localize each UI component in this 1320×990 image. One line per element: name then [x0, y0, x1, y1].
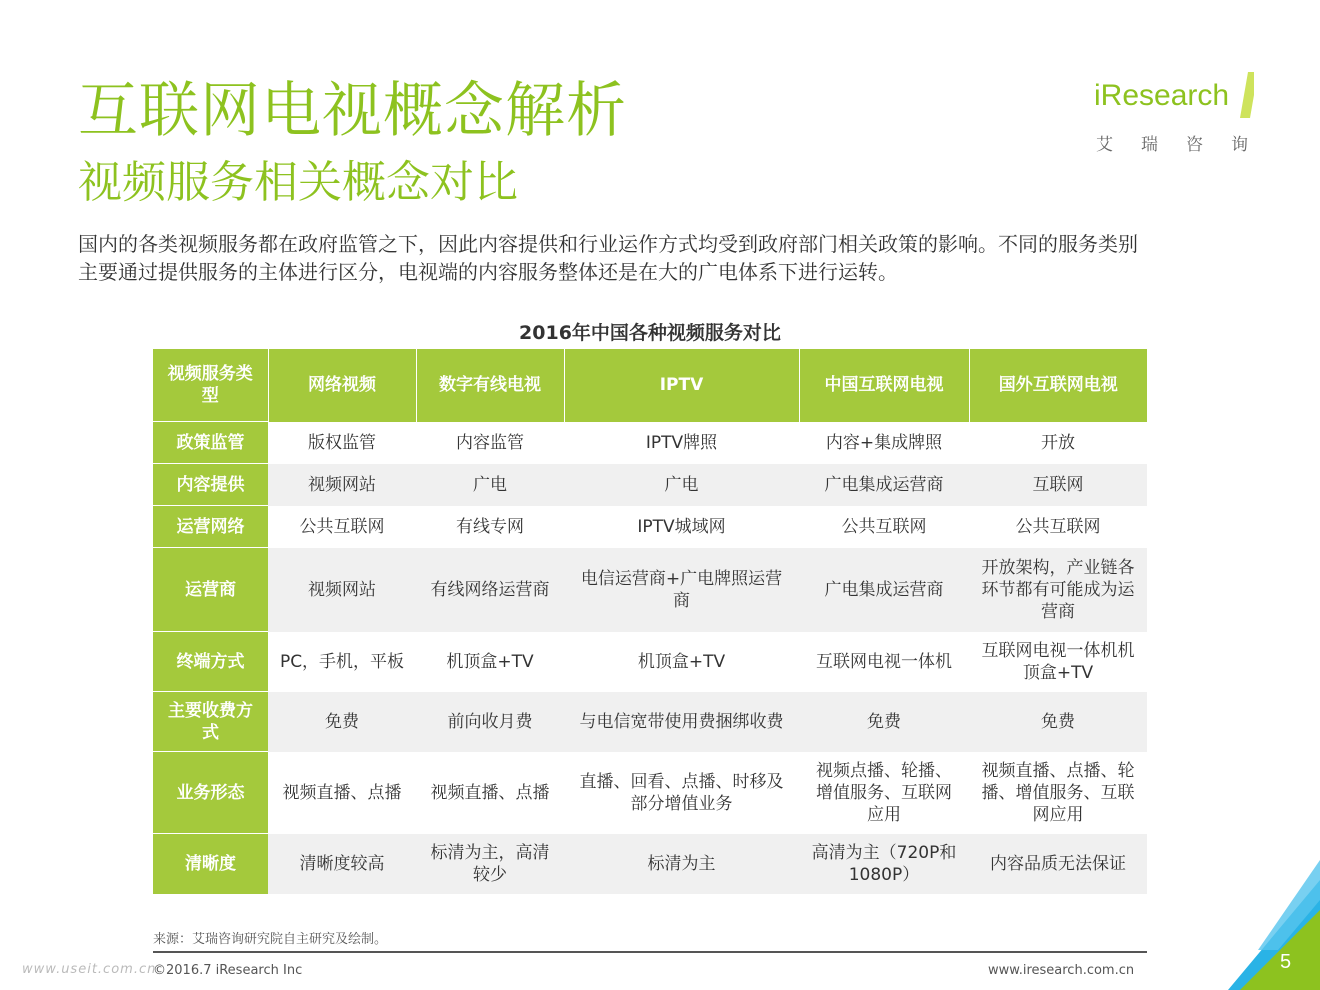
table-cell: 免费 — [268, 692, 416, 752]
table-cell: 互联网电视一体机机顶盒+TV — [969, 632, 1147, 692]
table-corner-cell: 视频服务类型 — [153, 349, 268, 422]
table-cell: 电信运营商+广电牌照运营商 — [564, 548, 799, 632]
column-header: IPTV — [564, 349, 799, 422]
table-cell: 免费 — [799, 692, 969, 752]
logo-subtext: 艾瑞咨询 — [1096, 135, 1276, 155]
table-cell: 机顶盒+TV — [416, 632, 564, 692]
table-cell: 视频点播、轮播、增值服务、互联网应用 — [799, 752, 969, 834]
table-cell: 免费 — [969, 692, 1147, 752]
table-cell: IPTV城域网 — [564, 506, 799, 548]
page-title: 互联网电视概念解析 — [78, 76, 627, 146]
table-cell: 清晰度较高 — [268, 834, 416, 894]
table-cell: 与电信宽带使用费捆绑收费 — [564, 692, 799, 752]
table-cell: 机顶盒+TV — [564, 632, 799, 692]
column-header: 中国互联网电视 — [799, 349, 969, 422]
table-cell: 广电集成运营商 — [799, 548, 969, 632]
table-cell: 广电 — [416, 464, 564, 506]
table-cell: 公共互联网 — [969, 506, 1147, 548]
table-cell: 视频网站 — [268, 464, 416, 506]
table-cell: 内容监管 — [416, 422, 564, 464]
row-header: 业务形态 — [153, 752, 268, 834]
table-cell: 开放 — [969, 422, 1147, 464]
row-header: 运营商 — [153, 548, 268, 632]
table-cell: 广电集成运营商 — [799, 464, 969, 506]
iresearch-logo — [1088, 72, 1276, 155]
table-row — [153, 752, 1147, 834]
table-row — [153, 548, 1147, 632]
row-header: 主要收费方式 — [153, 692, 268, 752]
page-number: 5 — [1280, 951, 1292, 973]
table-cell: 公共互联网 — [268, 506, 416, 548]
table-cell: 标清为主，高清较少 — [416, 834, 564, 894]
table-cell: 直播、回看、点播、时移及部分增值业务 — [564, 752, 799, 834]
intro-paragraph — [78, 230, 1258, 286]
table-row — [153, 464, 1147, 506]
table-cell: 开放架构，产业链各环节都有可能成为运营商 — [969, 548, 1147, 632]
intro-line-1: 国内的各类视频服务都在政府监管之下，因此内容提供和行业运作方式均受到政府部门相关政策的影响。不同的服务类别 — [78, 232, 1138, 256]
table-row — [153, 632, 1147, 692]
footer-divider — [153, 951, 1147, 953]
logo-text: iResearch — [1094, 79, 1230, 112]
table-cell: 内容品质无法保证 — [969, 834, 1147, 894]
table-cell: 内容+集成牌照 — [799, 422, 969, 464]
table-cell: 广电 — [564, 464, 799, 506]
copyright: ©2016.7 iResearch Inc — [153, 963, 303, 978]
table-row — [153, 422, 1147, 464]
table-cell: 互联网 — [969, 464, 1147, 506]
row-header: 运营网络 — [153, 506, 268, 548]
table-cell: 视频直播、点播 — [268, 752, 416, 834]
comparison-table — [153, 349, 1147, 894]
table-cell: 视频直播、点播 — [416, 752, 564, 834]
column-header: 网络视频 — [268, 349, 416, 422]
page-subtitle: 视频服务相关概念对比 — [78, 157, 518, 208]
column-header: 国外互联网电视 — [969, 349, 1147, 422]
row-header: 清晰度 — [153, 834, 268, 894]
table-cell: 前向收月费 — [416, 692, 564, 752]
table-cell: 高清为主（720P和1080P） — [799, 834, 969, 894]
table-cell: 视频直播、点播、轮播、增值服务、互联网应用 — [969, 752, 1147, 834]
table-cell: IPTV牌照 — [564, 422, 799, 464]
website-link[interactable]: www.iresearch.com.cn — [988, 963, 1135, 978]
watermark: www.useit.com.cn — [22, 962, 157, 977]
source-note: 来源：艾瑞咨询研究院自主研究及绘制。 — [153, 932, 388, 947]
table-title: 2016年中国各种视频服务对比 — [519, 322, 781, 344]
table-cell: 公共互联网 — [799, 506, 969, 548]
table-row — [153, 834, 1147, 894]
table-cell: 有线专网 — [416, 506, 564, 548]
table-row — [153, 692, 1147, 752]
row-header: 政策监管 — [153, 422, 268, 464]
table-cell: 版权监管 — [268, 422, 416, 464]
row-header: 终端方式 — [153, 632, 268, 692]
column-header: 数字有线电视 — [416, 349, 564, 422]
table-cell: 互联网电视一体机 — [799, 632, 969, 692]
row-header: 内容提供 — [153, 464, 268, 506]
intro-line-2: 主要通过提供服务的主体进行区分，电视端的内容服务整体还是在大的广电体系下进行运转。 — [78, 260, 898, 284]
table-cell: 视频网站 — [268, 548, 416, 632]
table-cell: 标清为主 — [564, 834, 799, 894]
table-row — [153, 506, 1147, 548]
table-cell: 有线网络运营商 — [416, 548, 564, 632]
corner-decoration-icon — [1228, 840, 1320, 990]
table-cell: PC，手机，平板 — [268, 632, 416, 692]
table-header-row — [153, 349, 1147, 422]
